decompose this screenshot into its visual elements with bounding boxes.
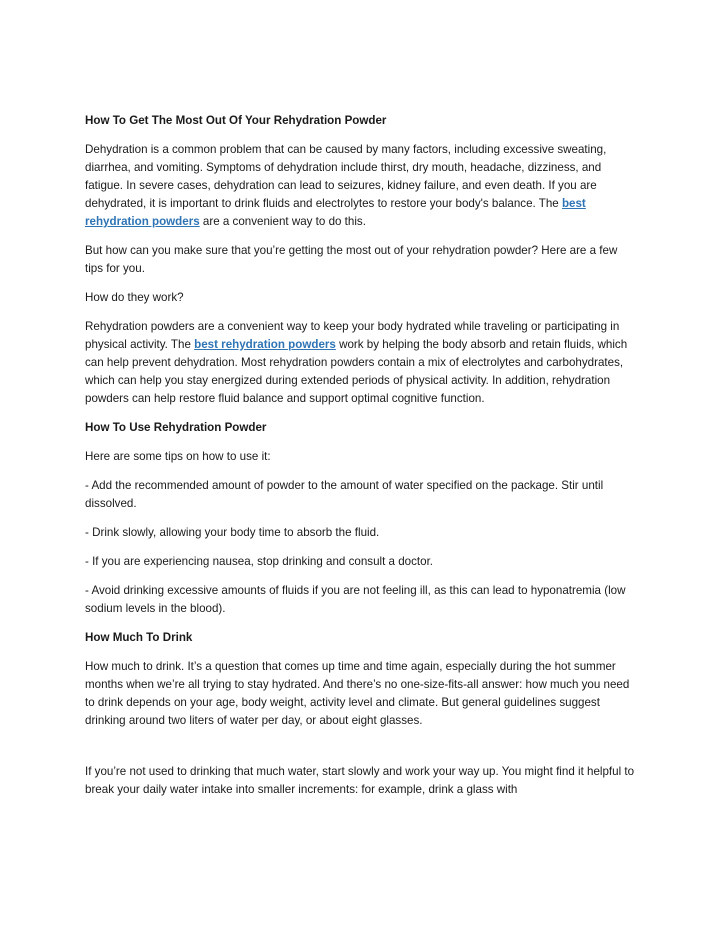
tip-item-4: - Avoid drinking excessive amounts of fluids if you are not feeling ill, as this can lead to hyponatremia (low sodium levels in the blood). bbox=[85, 584, 626, 615]
convenient-paragraph bbox=[85, 318, 637, 408]
best-rehydration-powders-link-2[interactable]: best rehydration powders bbox=[194, 338, 336, 351]
convenient-text: Rehydration powders are a convenient way to keep your body hydrated while traveling or participating in physical activity. The bbox=[85, 320, 620, 351]
intro-paragraph bbox=[85, 141, 637, 231]
start-slowly-paragraph: If you’re not used to drinking that much water, start slowly and work your way up. You might find it helpful to break your daily water intake into smaller increments: for example, drink a glass with bbox=[85, 765, 635, 796]
question-paragraph: But how can you make sure that you’re getting the most out of your rehydration powder? Here are a few tips for you. bbox=[85, 244, 618, 275]
best-rehydration-powders-link[interactable]: best rehydration powders bbox=[85, 197, 586, 228]
how-much-paragraph: How much to drink. It’s a question that comes up time and time again, especially during the hot summer months when we’re all trying to stay hydrated. And there’s no one-size-fits-all answer: how much you need to drink depends on your age, body weight, activity level and climate. But general guidelines suggest drinking around two liters of water per day, or about eight glasses. bbox=[85, 660, 630, 727]
tips-intro: Here are some tips on how to use it: bbox=[85, 450, 271, 463]
heading-how-much: How Much To Drink bbox=[85, 631, 193, 644]
blank-line bbox=[85, 741, 637, 763]
tip-item-2: - Drink slowly, allowing your body time to absorb the fluid. bbox=[85, 526, 380, 539]
tip-item-1: - Add the recommended amount of powder to the amount of water specified on the package. Stir until dissolved. bbox=[85, 479, 604, 510]
tip-item-3: - If you are experiencing nausea, stop drinking and consult a doctor. bbox=[85, 555, 434, 568]
document-title: How To Get The Most Out Of Your Rehydration Powder bbox=[85, 114, 387, 127]
convenient-text-after: work by helping the body absorb and retain fluids, which can help prevent dehydration. Most rehydration powders contain a mix of electrolytes and carbohydrates, which can help you stay energized during extended periods of physical activity. In addition, rehydration powders can help restore fluid balance and support optimal cognitive function. bbox=[85, 338, 628, 405]
how-work-paragraph: How do they work? bbox=[85, 291, 184, 304]
document-page bbox=[85, 112, 637, 810]
intro-text-after: are a convenient way to do this. bbox=[199, 215, 366, 228]
intro-text: Dehydration is a common problem that can be caused by many factors, including excessive sweating, diarrhea, and vomiting. Symptoms of dehydration include thirst, dry mouth, headache, dizziness, and fatigue. In severe cases, dehydration can lead to seizures, kidney failure, and even death. If you are dehydrated, it is important to drink fluids and electrolytes to restore your body's balance. The bbox=[85, 143, 607, 210]
heading-how-to-use: How To Use Rehydration Powder bbox=[85, 421, 267, 434]
